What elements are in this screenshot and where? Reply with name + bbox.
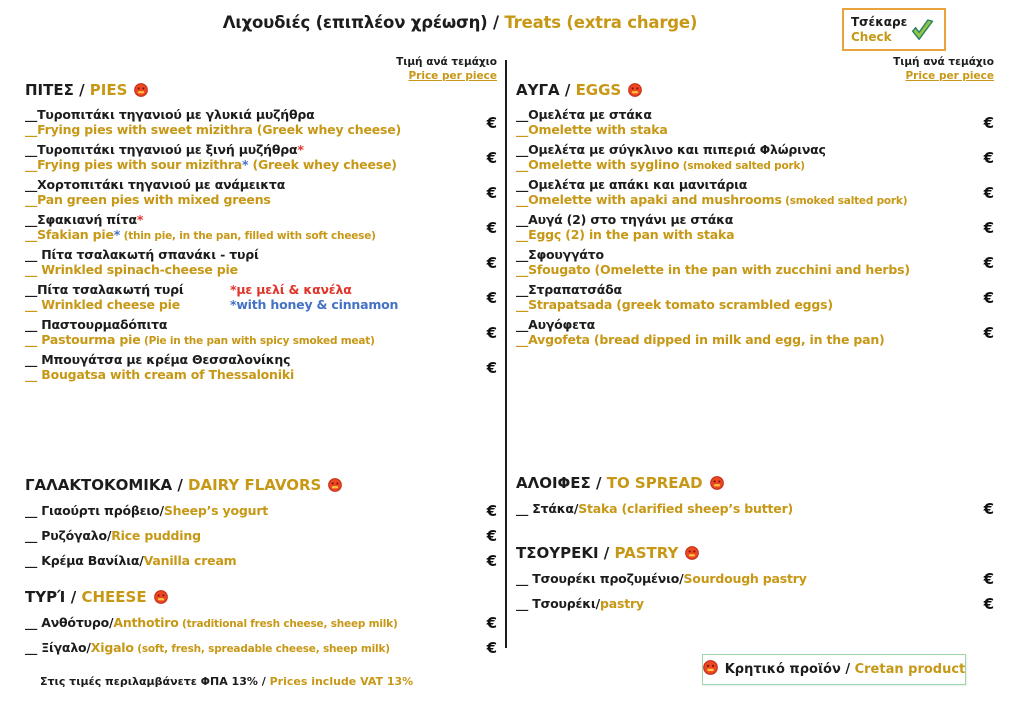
- cretan-product-smiley-icon: [628, 83, 642, 101]
- price-euro-sign: €: [983, 254, 994, 272]
- section-header-cheese: [25, 587, 497, 609]
- menu-item: [25, 142, 497, 174]
- price-euro-sign: €: [983, 184, 994, 202]
- price-euro-sign: €: [486, 527, 497, 545]
- menu-item-english-line: __Frying pies with sour mizithra* (Greek whey cheese): [25, 157, 397, 172]
- cretan-product-smiley-icon: [703, 660, 718, 679]
- menu-item: [516, 177, 994, 209]
- price-euro-sign: €: [486, 639, 497, 657]
- cretan-legend-english: Cretan product: [854, 662, 966, 677]
- page-title-english: Treats (extra charge): [504, 13, 698, 32]
- price-euro-sign: €: [486, 614, 497, 632]
- section-header-pastry: [516, 543, 994, 565]
- menu-item: [25, 212, 497, 244]
- price-euro-sign: €: [983, 324, 994, 342]
- menu-item-english-line: __Omelette with staka: [516, 122, 668, 137]
- menu-item-text: [516, 107, 972, 139]
- menu-item-text: [516, 571, 972, 588]
- cretan-product-smiley-icon: [134, 83, 148, 101]
- price-euro-sign: €: [486, 324, 497, 342]
- menu-item-greek-line: __Στραπατσάδα: [516, 282, 622, 297]
- menu-item-greek-line: __Σφακιανή πίτα*: [25, 212, 144, 227]
- menu-item-english-line: __Frying pies with sweet mizithra (Greek whey cheese): [25, 122, 402, 137]
- menu-item-text: [25, 107, 475, 139]
- check-box-label-english: Check: [851, 29, 892, 44]
- menu-item-greek-line: __Τυροπιτάκι τηγανιού με γλυκιά μυζήθρα: [25, 107, 315, 122]
- menu-item-text: [516, 501, 972, 518]
- menu-item-greek-line: __ Παστουρμαδόπιτα: [25, 317, 168, 332]
- price-header-greek: Τιμή ανά τεμάχιο: [893, 56, 994, 68]
- section-header-dairy: [25, 475, 497, 497]
- spread-item-list: [516, 500, 994, 518]
- menu-item-text: [25, 615, 475, 632]
- dairy-item-list: [25, 502, 497, 570]
- menu-item: [25, 552, 497, 570]
- column-divider: [505, 60, 507, 648]
- section-title-greek: ΓΑΛΑΚΤΟΚΟΜΙΚΑ /: [25, 476, 189, 494]
- menu-item: [516, 107, 994, 139]
- menu-item: [516, 212, 994, 244]
- menu-item: [25, 317, 497, 349]
- menu-item: [25, 527, 497, 545]
- cheese-item-list: [25, 614, 497, 657]
- menu-item-line: __ Κρέμα Βανίλια/Vanilla cream: [25, 552, 237, 568]
- menu-item-english-line: __Sfougato (Omelette in the pan with zucchini and herbs): [516, 262, 910, 277]
- price-euro-sign: €: [486, 219, 497, 237]
- cretan-legend-greek: Κρητικό προϊόν /: [724, 662, 855, 677]
- price-euro-sign: €: [486, 359, 497, 377]
- check-box-labels: [851, 15, 907, 45]
- menu-item: [25, 107, 497, 139]
- menu-item-text: [25, 503, 475, 520]
- left-column: [25, 80, 497, 688]
- menu-item-text: [25, 142, 475, 174]
- menu-item-english-line: __Omelette with syglino (smoked salted pork): [516, 157, 805, 172]
- menu-item: [516, 595, 994, 613]
- menu-item: [516, 142, 994, 174]
- menu-item: [516, 247, 994, 279]
- cretan-product-legend: [702, 654, 966, 685]
- menu-item-text: [25, 282, 475, 314]
- menu-item-text: [516, 177, 972, 209]
- menu-item-greek-line: __Χορτοπιτάκι τηγανιού με ανάμεικτα: [25, 177, 286, 192]
- price-euro-sign: €: [486, 114, 497, 132]
- menu-item-line: __ Ξίγαλο/Xigalo (soft, fresh, spreadable cheese, sheep milk): [25, 639, 390, 655]
- menu-item: [25, 177, 497, 209]
- price-header-english: Price per piece: [905, 69, 994, 82]
- price-header-right: [854, 56, 994, 83]
- price-euro-sign: €: [486, 254, 497, 272]
- menu-item-english-line: __Eggς (2) in the pan with staka: [516, 227, 735, 242]
- page-title-greek: Λιχουδιές (επιπλέον χρέωση) /: [222, 13, 505, 32]
- price-euro-sign: €: [486, 184, 497, 202]
- cretan-product-smiley-icon: [710, 476, 724, 494]
- menu-item: [25, 247, 497, 279]
- menu-item-greek-line: __Ομελέτα με απάκι και μανιτάρια: [516, 177, 748, 192]
- section-title-english: PIES: [89, 81, 128, 99]
- vat-note-english: Prices include VAT 13%: [269, 675, 414, 688]
- section-title-english: EGGS: [575, 81, 622, 99]
- menu-item-line: __ Γιαούρτι πρόβειο/Sheep’s yogurt: [25, 502, 269, 518]
- menu-item-line: __ Τσουρέκι/pastry: [516, 595, 644, 611]
- menu-item-text: [516, 247, 972, 279]
- menu-item-greek-line: __Αυγόφετα: [516, 317, 596, 332]
- price-euro-sign: €: [983, 595, 994, 613]
- menu-item-text: [516, 212, 972, 244]
- price-header-greek: Τιμή ανά τεμάχιο: [396, 56, 497, 68]
- cretan-product-smiley-icon: [685, 546, 699, 564]
- page-title: [60, 13, 860, 32]
- menu-item-english-line: __ Pastourma pie (Pie in the pan with spicy smoked meat): [25, 332, 375, 347]
- menu-item-greek-line: __Αυγά (2) στο τηγάνι με στάκα: [516, 212, 734, 227]
- menu-item: [25, 282, 497, 314]
- price-euro-sign: €: [486, 502, 497, 520]
- menu-item-greek-line: __Ομελέτα με σύγκλινο και πιπεριά Φλώρινας: [516, 142, 826, 157]
- section-title-greek: ΑΥΓΑ /: [516, 81, 576, 99]
- price-header-english: Price per piece: [408, 69, 497, 82]
- price-euro-sign: €: [983, 570, 994, 588]
- menu-item-line: __ Ρυζόγαλο/Rice pudding: [25, 527, 201, 543]
- section-header-eggs: [516, 80, 994, 102]
- menu-item-text: [25, 352, 475, 384]
- red-asterisk: *: [297, 142, 304, 157]
- blue-asterisk: *: [113, 227, 121, 242]
- menu-item-english-line: __ Wrinkled spinach-cheese pie: [25, 262, 238, 277]
- price-euro-sign: €: [983, 114, 994, 132]
- section-title-english: CHEESE: [81, 588, 147, 606]
- check-box-label-greek: Τσέκαρε: [851, 14, 908, 29]
- cretan-product-smiley-icon: [328, 478, 342, 496]
- menu-item-english-line: __ Wrinkled cheese pie *with honey & cinnamon: [25, 297, 399, 312]
- price-euro-sign: €: [983, 149, 994, 167]
- menu-item: [516, 570, 994, 588]
- honey-cinnamon-note-english: *with honey & cinnamon: [230, 297, 399, 312]
- price-euro-sign: €: [486, 552, 497, 570]
- menu-item-text: [25, 247, 475, 279]
- menu-item-text: [25, 640, 475, 657]
- menu-item-text: [516, 317, 972, 349]
- section-header-spread: [516, 473, 994, 495]
- right-column: [516, 80, 994, 620]
- blue-asterisk: *: [241, 157, 249, 172]
- price-euro-sign: €: [486, 149, 497, 167]
- cretan-product-smiley-icon: [154, 590, 168, 608]
- menu-item: [25, 639, 497, 657]
- menu-item-greek-line: __Ομελέτα με στάκα: [516, 107, 652, 122]
- menu-item-greek-line: __Τυροπιτάκι τηγανιού με ξινή μυζήθρα*: [25, 142, 304, 157]
- menu-item-text: [25, 553, 475, 570]
- menu-item: [516, 317, 994, 349]
- section-title-greek: ΠΙΤΕΣ /: [25, 81, 90, 99]
- section-header-pies: [25, 80, 497, 102]
- cretan-legend-text: [725, 662, 966, 677]
- menu-item-line: __ Ανθότυρο/Anthotiro (traditional fresh cheese, sheep milk): [25, 614, 398, 630]
- menu-item-english-line: __Strapatsada (greek tomato scrambled eggs): [516, 297, 833, 312]
- menu-item: [25, 502, 497, 520]
- menu-item-english-line: __Omelette with apaki and mushrooms (smoked salted pork): [516, 192, 908, 207]
- menu-item-english-line: __Pan green pies with mixed greens: [25, 192, 271, 207]
- section-title-english: TO SPREAD: [606, 474, 703, 492]
- menu-item-text: [25, 212, 475, 244]
- pies-item-list: [25, 107, 497, 384]
- vat-note: [25, 675, 497, 688]
- menu-item: [516, 282, 994, 314]
- check-box: [842, 8, 946, 51]
- menu-item-english-line: __Avgofeta (bread dipped in milk and egg, in the pan): [516, 332, 885, 347]
- menu-item-english-line: __ Bougatsa with cream of Thessaloniki: [25, 367, 295, 382]
- menu-item-english-line: __Sfakian pie* (thin pie, in the pan, filled with soft cheese): [25, 227, 376, 242]
- menu-item: [25, 614, 497, 632]
- menu-item-text: [516, 596, 972, 613]
- menu-item-text: [25, 317, 475, 349]
- section-title-english: DAIRY FLAVORS: [188, 476, 322, 494]
- menu-item: [516, 500, 994, 518]
- vat-note-greek: Στις τιμές περιλαμβάνετε ΦΠΑ 13% /: [40, 675, 270, 688]
- menu-item-greek-line: __Σφουγγάτο: [516, 247, 604, 262]
- menu-item-text: [25, 528, 475, 545]
- pastry-item-list: [516, 570, 994, 613]
- menu-item-greek-line: __Πίτα τσαλακωτή τυρί *με μελί & κανέλα: [25, 282, 352, 297]
- price-euro-sign: €: [983, 289, 994, 307]
- price-euro-sign: €: [486, 289, 497, 307]
- menu-item-line: __ Τσουρέκι προζυμένιο/Sourdough pastry: [516, 570, 807, 586]
- menu-item-greek-line: __ Μπουγάτσα με κρέμα Θεσσαλονίκης: [25, 352, 291, 367]
- menu-item: [25, 352, 497, 384]
- menu-item-text: [516, 282, 972, 314]
- menu-item-text: [516, 142, 972, 174]
- menu-item-greek-line: __ Πίτα τσαλακωτή σπανάκι - τυρί: [25, 247, 259, 262]
- menu-item-text: [25, 177, 475, 209]
- price-euro-sign: €: [983, 219, 994, 237]
- honey-cinnamon-note-greek: *με μελί & κανέλα: [230, 282, 352, 297]
- checkmark-icon: [907, 16, 937, 44]
- price-header-left: [357, 56, 497, 83]
- menu-item-line: __ Στάκα/Staka (clarified sheep’s butter): [516, 500, 794, 516]
- eggs-item-list: [516, 107, 994, 349]
- section-title-greek: ΤΣΟΥΡΕΚΙ /: [516, 544, 615, 562]
- price-euro-sign: €: [983, 500, 994, 518]
- section-title-greek: ΤΥΡΊ /: [25, 588, 82, 606]
- section-title-greek: ΑΛΟΙΦΕΣ /: [516, 474, 607, 492]
- red-asterisk: *: [136, 212, 144, 227]
- section-title-english: PASTRY: [614, 544, 679, 562]
